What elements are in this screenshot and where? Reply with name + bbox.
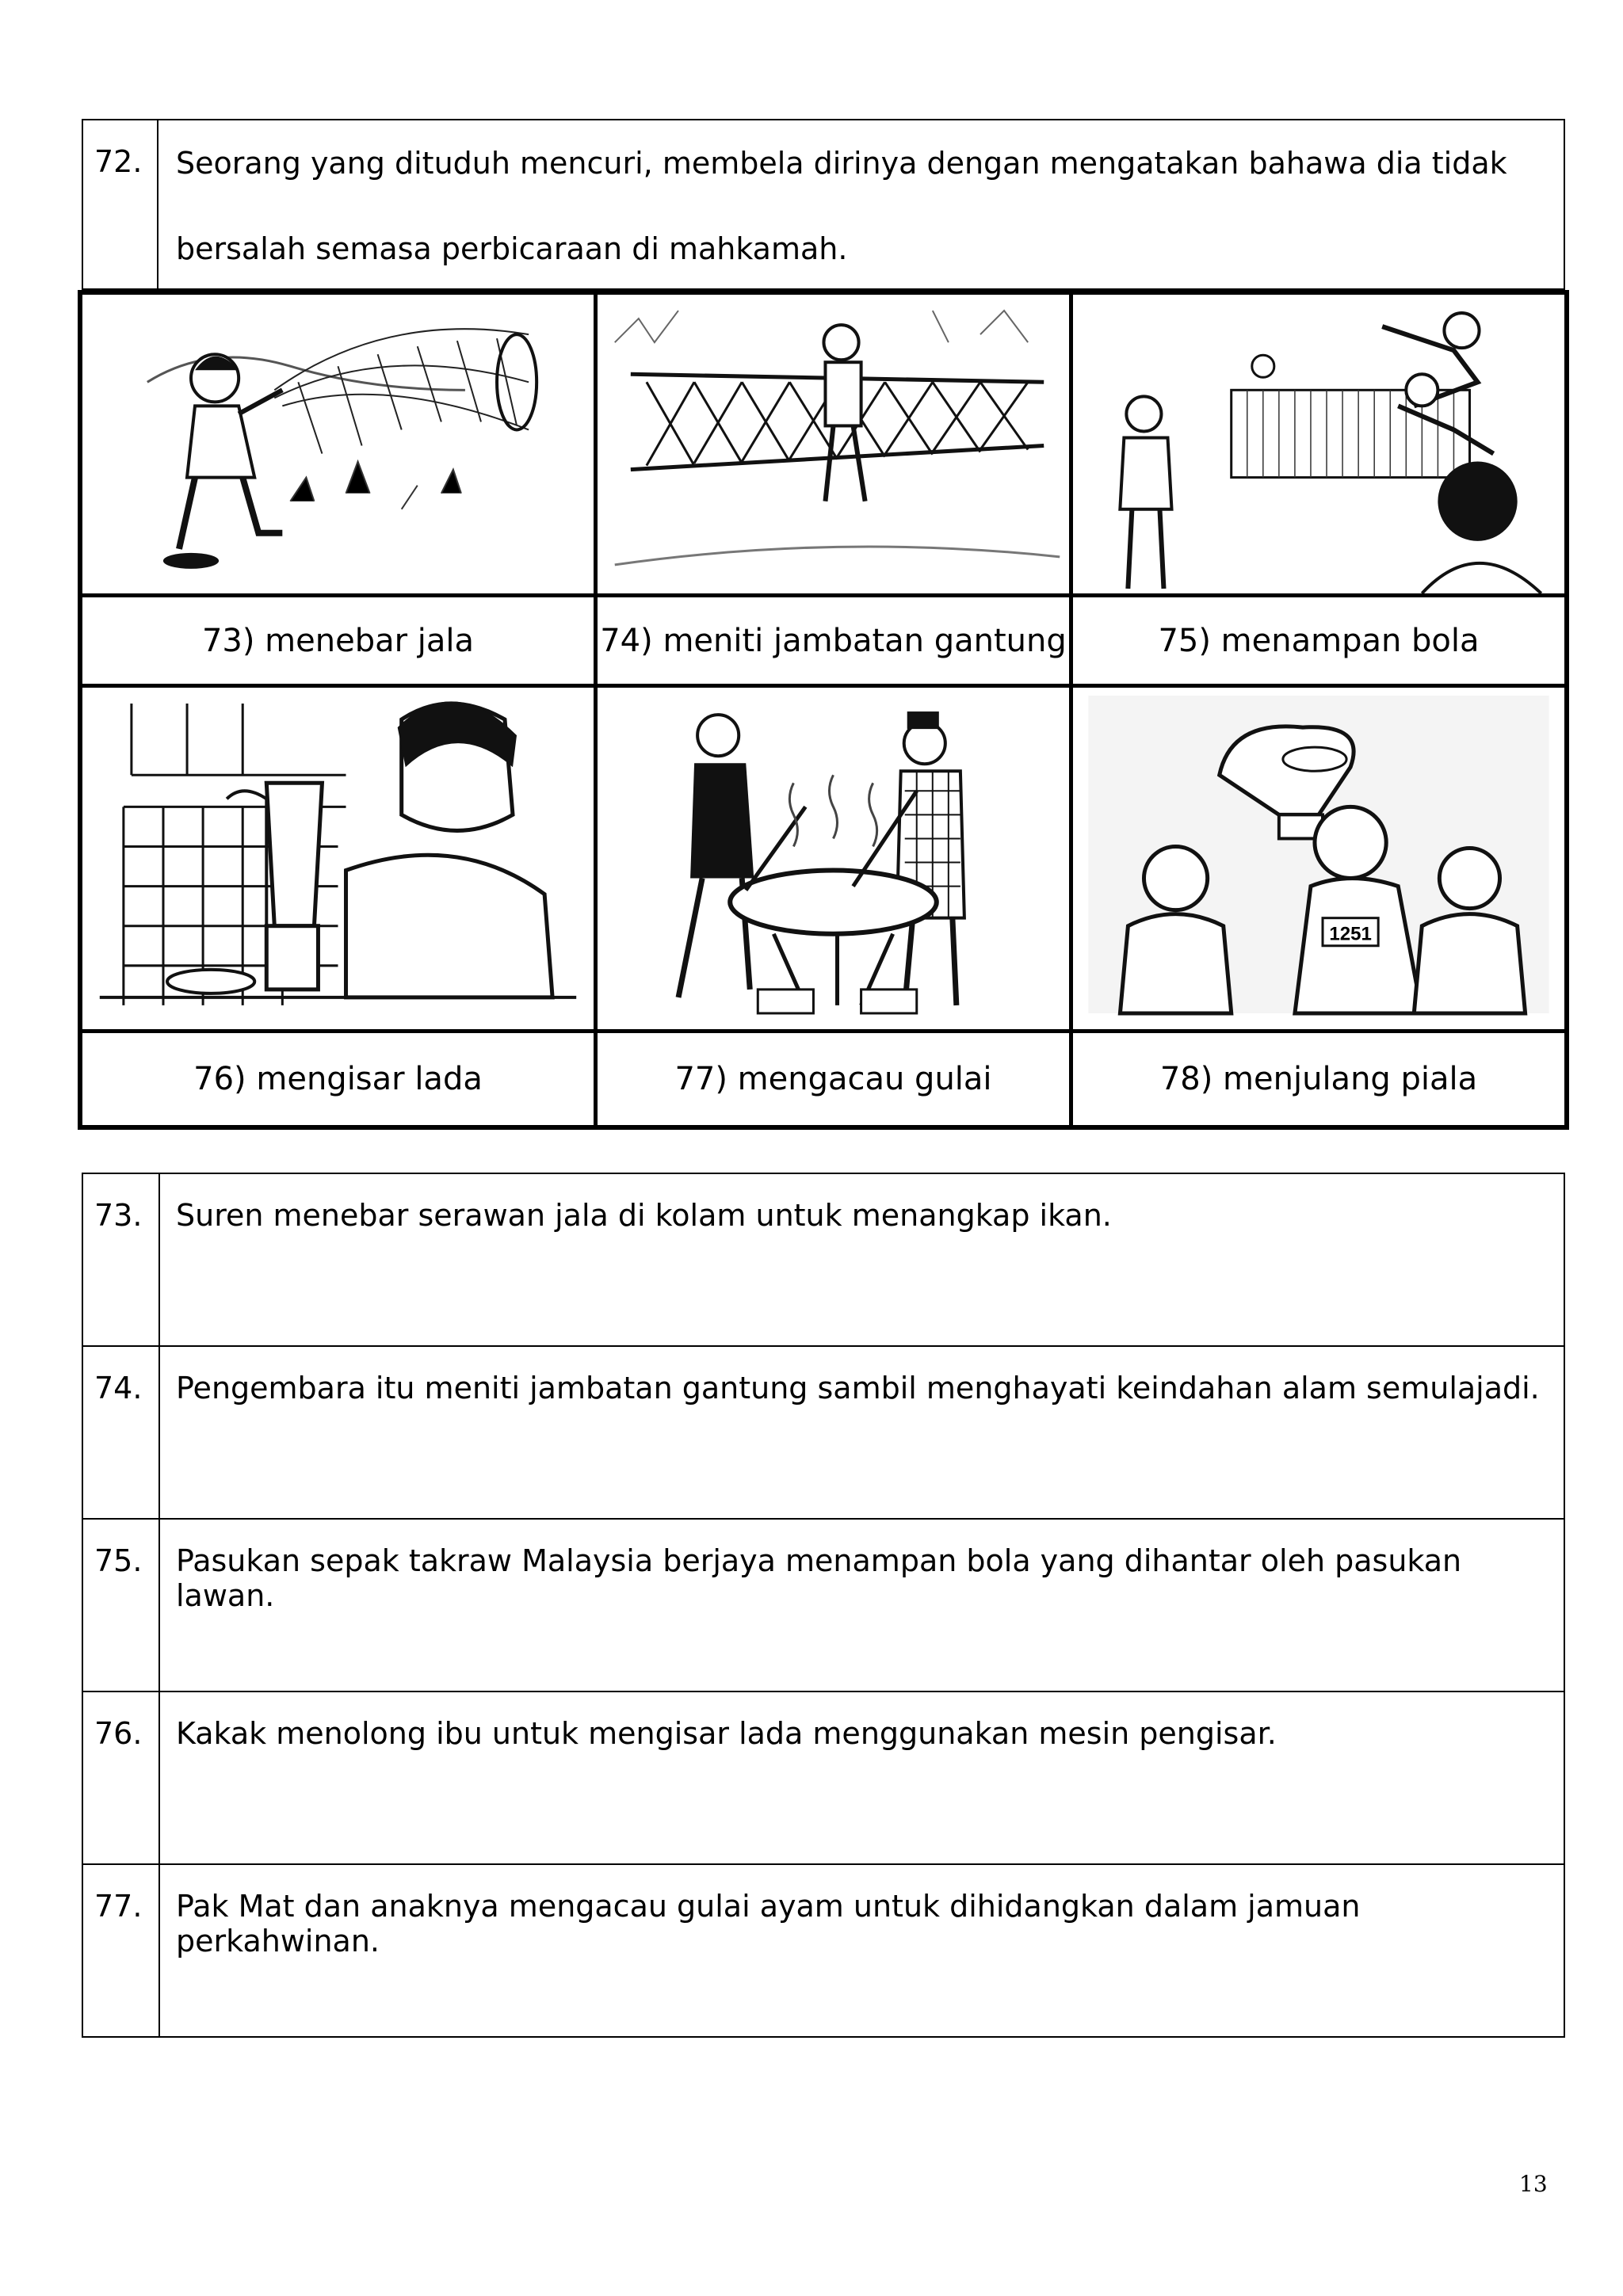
table-row <box>83 1520 1564 1692</box>
question-text: Pak Mat dan anaknya mengacau gulai ayam untuk dihidangkan dalam jamuan perkahwinan. <box>176 1889 1361 1958</box>
illustration-75 <box>1073 295 1564 597</box>
illustration-74 <box>598 295 1073 597</box>
man-on-suspension-bridge-icon <box>598 295 1069 593</box>
question-number: 74. <box>83 1347 160 1518</box>
page-number: 13 <box>1519 2171 1548 2197</box>
caption-78: 78) menjulang piala <box>1159 1061 1478 1097</box>
runner-bib-number: 1251 <box>1329 923 1372 945</box>
question-text: Pengembara itu meniti jambatan gantung sambil menghayati keindahan alam semulajadi. <box>176 1371 1540 1405</box>
illustration-73 <box>82 295 598 597</box>
question-text: Suren menebar serawan jala di kolam untuk menangkap ikan. <box>176 1198 1112 1233</box>
woman-with-blender-icon <box>82 688 594 1029</box>
question-number: 72. <box>83 120 158 288</box>
question-text <box>158 100 1564 288</box>
boys-raising-trophy-icon <box>1073 688 1564 1029</box>
illustration-77 <box>598 688 1073 1033</box>
table-row <box>83 1692 1564 1865</box>
question-text: Kakak menolong ibu untuk mengisar lada menggunakan mesin pengisar. <box>176 1716 1277 1751</box>
caption-74: 74) meniti jambatan gantung <box>598 597 1073 688</box>
question-text-line-1: Seorang yang dituduh mencuri, membela dirinya dengan mengatakan bahawa dia tidak <box>176 146 1507 181</box>
table-row <box>83 1174 1564 1347</box>
sepak-takraw-players-icon <box>1073 295 1564 593</box>
illustration-78 <box>1073 688 1564 1033</box>
caption-76: 76) mengisar lada <box>82 1033 598 1125</box>
question-number: 77. <box>83 1865 160 2038</box>
boy-casting-net-icon <box>82 295 594 593</box>
question-text-line-2: bersalah semasa perbicaraan di mahkamah. <box>176 231 848 266</box>
sentences-table <box>82 1173 1565 2038</box>
illustration-76 <box>82 688 598 1033</box>
question-number: 75. <box>83 1520 160 1691</box>
table-row <box>83 1347 1564 1520</box>
picture-grid <box>78 290 1569 1130</box>
caption-77: 77) mengacau gulai <box>598 1033 1073 1125</box>
question-number: 76. <box>83 1692 160 1863</box>
question-text: Pasukan sepak takraw Malaysia berjaya menampan bola yang dihantar oleh pasukan lawan. <box>176 1543 1462 1613</box>
question-72-box <box>82 119 1565 290</box>
caption-73: 73) menebar jala <box>82 597 598 688</box>
table-row <box>83 1865 1564 2038</box>
caption-75: 75) menampan bola <box>1073 597 1564 688</box>
men-stirring-wok-icon <box>598 688 1069 1029</box>
question-number: 73. <box>83 1174 160 1345</box>
